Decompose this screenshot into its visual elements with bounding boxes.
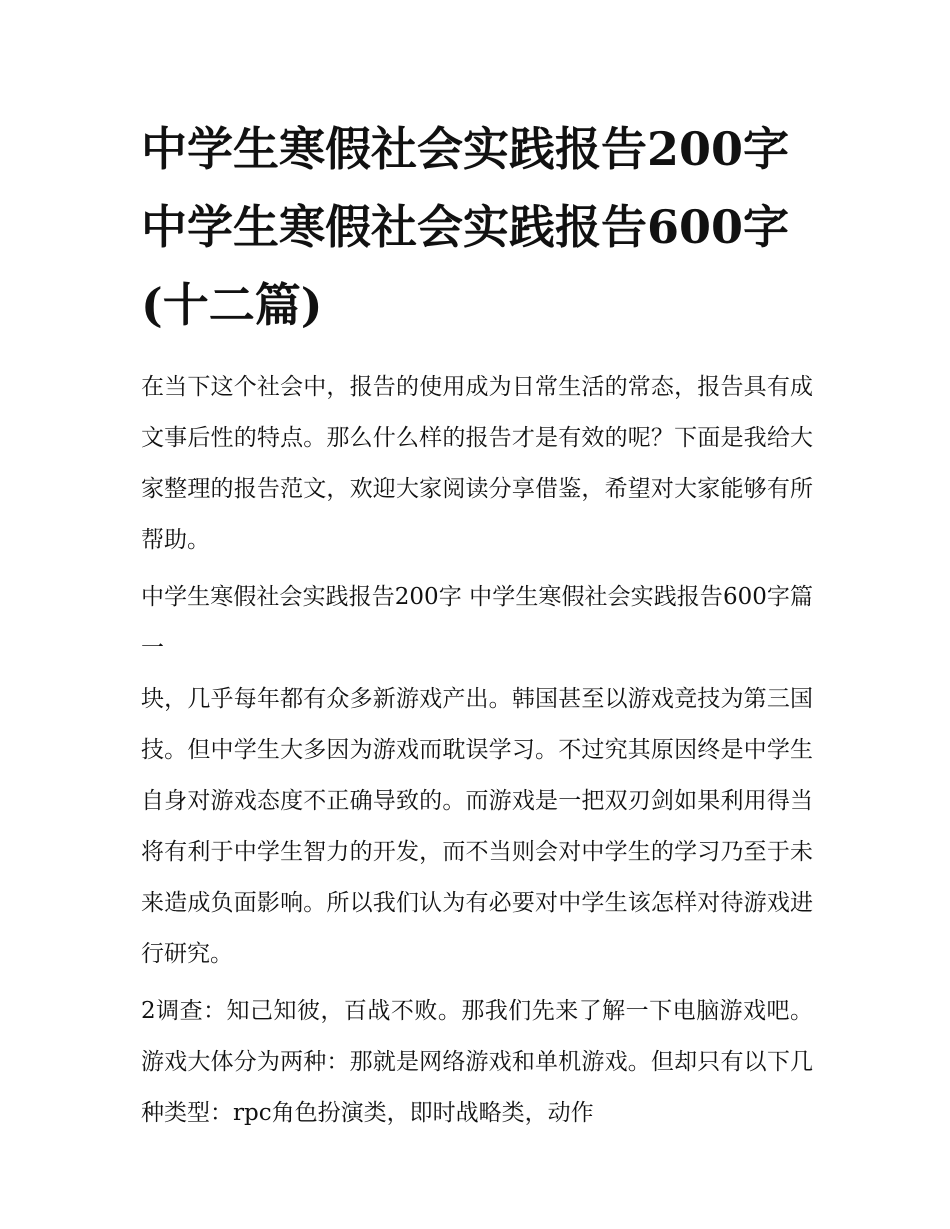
document-title: 中学生寒假社会实践报告200字 中学生寒假社会实践报告600字(十二篇) xyxy=(141,122,790,332)
body-paragraph: 2调查：知己知彼，百战不败。那我们先来了解一下电脑游戏吧。游戏大体分为两种：那就是网络游戏和单机游戏。但却只有以下几种类型：rpc角色扮演类，即时战略类，动作 xyxy=(141,998,813,1126)
intro-paragraph: 在当下这个社会中，报告的使用成为日常生活的常态，报告具有成文事后性的特点。那么什么样的报告才是有效的呢？下面是我给大家整理的报告范文，欢迎大家阅读分享借鉴，希望对大家能够有所帮助。 xyxy=(141,374,813,553)
body-paragraph: 块，几乎每年都有众多新游戏产出。韩国甚至以游戏竞技为第三国技。但中学生大多因为游戏而耽误学习。不过究其原因终是中学生自身对游戏态度不正确导致的。而游戏是一把双刃剑如果利用得当将有利于中学生智力的开发，而不当则会对中学生的学习乃至于未来造成负面影响。所以我们认为有必要对中学生该怎样对待游戏进行研究。 xyxy=(141,686,813,967)
document-page xyxy=(141,110,813,1139)
section-heading: 中学生寒假社会实践报告200字 中学生寒假社会实践报告600字篇一 xyxy=(141,584,813,661)
